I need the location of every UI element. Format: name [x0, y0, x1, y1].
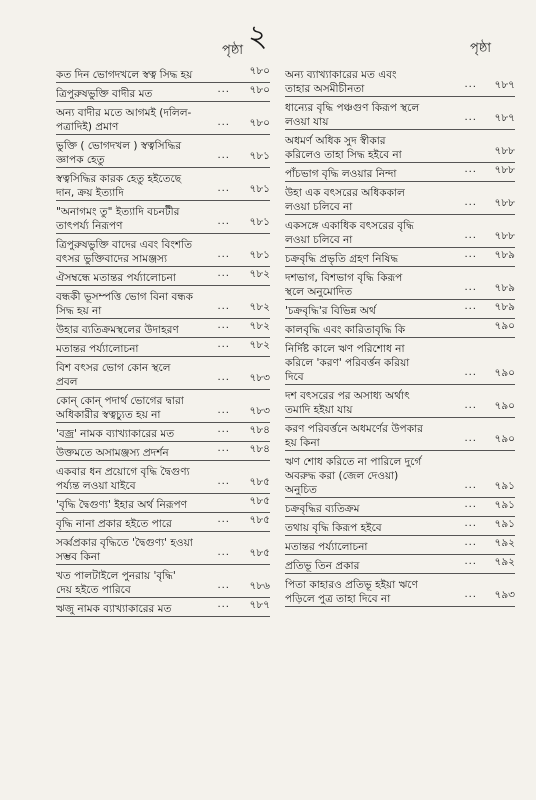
- toc-entry-text: [285, 451, 515, 497]
- toc-entry-line: করণ পরিবর্ত্তনে অধমর্ণের উপকার: [285, 423, 423, 435]
- toc-entry-text: [285, 97, 515, 129]
- toc-entry: [56, 565, 270, 598]
- toc-entry-text: [56, 319, 270, 337]
- toc-page-number: ৭৮৪: [249, 424, 270, 436]
- toc-entry-line: মতান্তর পর্য্যালোচনা: [56, 343, 139, 355]
- toc-page-number: ৭৮৯: [494, 301, 515, 313]
- toc-entry: [285, 574, 515, 607]
- toc-entry-line: ত্রিপুরুষভুক্তি বাদীর মত: [56, 88, 153, 100]
- leader-dots: ...: [464, 301, 477, 312]
- toc-page-number: ৭৮০: [249, 117, 270, 129]
- toc-entry-text: [56, 83, 270, 101]
- toc-entry: [285, 64, 515, 97]
- toc-left-column: [56, 64, 270, 617]
- toc-page-number: ৭৮১: [249, 183, 270, 195]
- toc-page-number: ৭৮১: [249, 216, 270, 228]
- toc-entry-line: প্রতিভূ তিন প্রকার: [285, 560, 360, 572]
- toc-entry-line: উহা এক বৎসরের অধিককাল: [285, 187, 405, 199]
- leader-dots: ...: [464, 230, 477, 241]
- toc-page-number: ৭৯০: [494, 400, 515, 412]
- toc-page-number: ৭৯২: [494, 556, 515, 568]
- toc-entry-line: তাহার অসমীচীনতা: [285, 83, 365, 95]
- toc-entry-line: খত পালটাইলে পুনরায় 'বৃদ্ধি': [56, 570, 176, 582]
- toc-page-number: ৭৯০: [494, 433, 515, 445]
- leader-dots: ...: [217, 249, 230, 260]
- toc-entry-line: লওয়া চলিবে না: [285, 234, 353, 246]
- toc-entry: [56, 168, 270, 201]
- toc-page-number: ৭৮৮: [494, 197, 515, 209]
- toc-entry-line: পত্রাদিই) প্রমাণ: [56, 121, 119, 133]
- leader-dots: ...: [217, 84, 230, 95]
- leader-dots: ...: [464, 433, 477, 444]
- leader-dots: ...: [217, 339, 230, 350]
- toc-entry-line: করিলে 'করণ' পরিবর্ত্তন করিয়া: [285, 357, 410, 369]
- toc-entry-line: অন্য বাদীর মতে আগমই (দলিল-: [56, 107, 192, 119]
- leader-dots: ...: [217, 405, 230, 416]
- toc-entry-text: [56, 390, 270, 422]
- toc-entry-text: [285, 418, 515, 450]
- toc-entry-text: [56, 461, 270, 493]
- toc-page-number: ৭৯০: [494, 320, 515, 332]
- toc-page-number: ৭৮২: [249, 339, 270, 351]
- toc-entry-line: দশভাগ, বিশভাগ বৃদ্ধি কিরূপ: [285, 272, 403, 284]
- toc-page-number: ৭৮১: [249, 249, 270, 261]
- toc-entry-text: [285, 163, 515, 181]
- leader-dots: ...: [217, 599, 230, 610]
- toc-entry: [56, 598, 270, 617]
- toc-entry-text: [285, 248, 515, 266]
- toc-entry-text: [285, 130, 515, 162]
- toc-entry-line: সর্ব্বপ্রকার বৃদ্ধিতে 'দ্বৈগুণ্য' হওয়া: [56, 537, 193, 549]
- toc-entry-line: জ্ঞাপক হেতু: [56, 154, 105, 166]
- toc-entry-line: তাৎপর্য্য নিরূপণ: [56, 220, 123, 232]
- leader-dots: ...: [464, 518, 477, 529]
- toc-entry: [56, 494, 270, 513]
- toc-entry-text: [285, 267, 515, 299]
- toc-entry-line: কোন্ কোন্ পদার্থ ভোগের দ্বারা: [56, 395, 184, 407]
- toc-entry-text: [56, 442, 270, 460]
- toc-page-number: ৭৮৯: [494, 282, 515, 294]
- toc-entry: [285, 338, 515, 385]
- toc-page-number: ৭৯০: [494, 367, 515, 379]
- leader-dots: ...: [217, 476, 230, 487]
- toc-entry: [285, 215, 515, 248]
- toc-entry-line: তথায় বৃদ্ধি কিরূপ হইবে: [285, 522, 382, 534]
- toc-entry-text: [56, 494, 270, 512]
- toc-page-number: ৭৮২: [249, 301, 270, 313]
- toc-page-number: ৭৯২: [494, 537, 515, 549]
- toc-entry-text: [285, 182, 515, 214]
- toc-entry: [285, 451, 515, 498]
- toc-page-number: ৭৮৫: [249, 495, 270, 507]
- leader-dots: ...: [217, 372, 230, 383]
- toc-page-number: ৭৮৮: [494, 145, 515, 157]
- toc-entry-line: কত দিন ভোগদখলে স্বত্ব সিদ্ধ হয়: [56, 69, 193, 81]
- toc-entry-line: অধিকারীর স্বত্বচ্যুত হয় না: [56, 409, 161, 421]
- toc-entry-text: [56, 357, 270, 389]
- toc-entry-text: [285, 319, 515, 337]
- toc-entry-line: লওয়া চলিবে না: [285, 201, 353, 213]
- toc-entry-text: [56, 135, 270, 167]
- toc-entry-text: [285, 64, 515, 96]
- toc-entry-line: হয় কিনা: [285, 437, 320, 449]
- toc-entry: [56, 461, 270, 494]
- toc-entry-line: লওয়া যায়: [285, 116, 329, 128]
- toc-entry-text: [56, 267, 270, 285]
- toc-entry: [56, 532, 270, 565]
- toc-entry-line: দেয় হইতে পারিবে: [56, 584, 131, 596]
- toc-entry-line: কালবৃদ্ধি এবং কারিতাবৃদ্ধি কি: [285, 324, 406, 336]
- leader-dots: ...: [217, 580, 230, 591]
- toc-page-number: ৭৮৬: [249, 580, 270, 592]
- leader-dots: ...: [464, 367, 477, 378]
- toc-entry: [285, 385, 515, 418]
- toc-entry: [285, 163, 515, 182]
- toc-entry-line: ঋণ শোধ করিতে না পারিলে দুর্গে: [285, 456, 422, 468]
- toc-page-number: ৭৮০: [249, 65, 270, 77]
- toc-page-number: ৭৮৫: [249, 476, 270, 488]
- toc-entry: [56, 267, 270, 286]
- toc-entry-line: দশ বৎসরের পর অসাধ্য অর্থাৎ: [285, 390, 410, 402]
- toc-entry: [285, 319, 515, 338]
- toc-entry: [285, 498, 515, 517]
- toc-page-number: ৭৮০: [249, 84, 270, 96]
- toc-page-number: ৭৮২: [249, 268, 270, 280]
- toc-page-number: ৭৮৩: [249, 372, 270, 384]
- toc-entry-text: [56, 565, 270, 597]
- toc-entry-text: [285, 385, 515, 417]
- leader-dots: ...: [464, 249, 477, 260]
- toc-entry: [56, 234, 270, 267]
- toc-entry: [285, 418, 515, 451]
- toc-page-number: ৭৮৮: [494, 230, 515, 242]
- toc-entry: [285, 248, 515, 267]
- toc-entry-text: [285, 498, 515, 516]
- toc-entry-line: করিলেও তাহা সিদ্ধ হইবে না: [285, 149, 402, 161]
- toc-page-number: ৭৮৪: [249, 443, 270, 455]
- toc-entry: [56, 83, 270, 102]
- toc-entry-text: [56, 598, 270, 616]
- leader-dots: ...: [217, 268, 230, 279]
- leader-dots: ...: [217, 443, 230, 454]
- toc-entry-text: [285, 555, 515, 573]
- leader-dots: ...: [464, 282, 477, 293]
- leader-dots: ...: [464, 112, 477, 123]
- toc-entry-line: বৎসর ভুক্তিবাদের সামঞ্জস্য: [56, 253, 168, 265]
- toc-entry-text: [56, 423, 270, 441]
- toc-entry-line: পর্য্যন্ত লওয়া যাইবে: [56, 480, 136, 492]
- toc-entry-line: চক্রবৃদ্ধি প্রভৃতি গ্রহণ নিষিদ্ধ: [285, 253, 399, 265]
- toc-entry-line: 'বজ্র' নামক ব্যাখ্যাকারের মত: [56, 428, 175, 440]
- toc-entry: [56, 64, 270, 83]
- toc-entry: [285, 300, 515, 319]
- toc-entry-line: বিশ বৎসর ভোগ কোন স্থলে: [56, 362, 171, 374]
- leader-dots: ...: [464, 537, 477, 548]
- toc-entry-line: মতান্তর পর্য্যালোচনা: [285, 541, 368, 553]
- toc-entry-text: [56, 102, 270, 134]
- toc-entry-line: পিতা কাহারও প্রতিভূ হইয়া ঋণে: [285, 579, 418, 591]
- toc-entry-text: [285, 536, 515, 554]
- toc-entry: [285, 130, 515, 163]
- toc-entry-line: ধান্যের বৃদ্ধি পঞ্চগুণ কিরূপ স্থলে: [285, 102, 420, 114]
- toc-entry-line: একবার ধন প্রয়োগে বৃদ্ধি দ্বৈগুণ্য: [56, 466, 190, 478]
- toc-entry-line: নির্দিষ্ট কালে ঋণ পরিশোধ না: [285, 343, 405, 355]
- toc-right-column: [285, 64, 515, 607]
- toc-entry-line: অধমর্ণ অধিক সুদ স্বীকার: [285, 135, 386, 147]
- toc-entry: [56, 423, 270, 442]
- toc-entry: [56, 338, 270, 357]
- leader-dots: ...: [464, 79, 477, 90]
- toc-page-number: ৭৯১: [494, 480, 515, 492]
- toc-page-number: ৭৮৮: [494, 164, 515, 176]
- toc-entry-line: বৃদ্ধি নানা প্রকার হইতে পারে: [56, 518, 172, 530]
- toc-page-number: ৭৮৭: [494, 112, 515, 124]
- toc-entry-text: [56, 513, 270, 531]
- toc-entry-line: পাঁচভাগ বৃদ্ধি লওয়ার নিন্দা: [285, 168, 397, 180]
- toc-page-number: ৭৮২: [249, 320, 270, 332]
- toc-entry-text: [56, 168, 270, 200]
- toc-entry-line: অন্য ব্যাখ্যাকারের মত এবং: [285, 69, 397, 81]
- toc-entry-text: [285, 338, 515, 384]
- toc-entry-text: [285, 300, 515, 318]
- toc-entry: [285, 555, 515, 574]
- page-column-label-left: পৃষ্ঠা: [222, 43, 244, 58]
- toc-entry-line: উক্তমতে অসামঞ্জস্য প্রদর্শন: [56, 447, 169, 459]
- leader-dots: ...: [217, 301, 230, 312]
- toc-entry-line: চক্রবৃদ্ধির ব্যতিক্রম: [285, 503, 360, 515]
- toc-entry-line: উহার ব্যতিক্রমস্থলের উদাহরণ: [56, 324, 179, 336]
- toc-entry: [56, 319, 270, 338]
- toc-entry: [56, 135, 270, 168]
- toc-entry-line: তমাদি হইয়া যায়: [285, 404, 353, 416]
- toc-page-number: ৭৮৭: [249, 599, 270, 611]
- leader-dots: ...: [217, 150, 230, 161]
- toc-entry-text: [285, 215, 515, 247]
- toc-entry-line: ঐসম্বন্ধে মতান্তর পর্য্যালোচনা: [56, 272, 176, 284]
- toc-entry-text: [285, 574, 515, 606]
- leader-dots: ...: [217, 216, 230, 227]
- toc-entry-line: সিদ্ধ হয় না: [56, 305, 102, 317]
- toc-entry-text: [56, 286, 270, 318]
- leader-dots: ...: [464, 164, 477, 175]
- leader-dots: ...: [217, 320, 230, 331]
- toc-entry-line: "অনাগমং তু" ইত্যাদি বচনটীর: [56, 206, 180, 218]
- leader-dots: ...: [464, 589, 477, 600]
- toc-entry: [56, 357, 270, 390]
- page-header: [0, 0, 536, 62]
- toc-entry-line: ভুক্তি ( ভোগদখল ) স্বত্বসিদ্ধির: [56, 140, 182, 152]
- toc-entry-text: [285, 517, 515, 535]
- toc-entry-line: একসঙ্গে একাধিক বৎসরের বৃদ্ধি: [285, 220, 414, 232]
- leader-dots: ...: [464, 556, 477, 567]
- toc-page-number: ৭৮৯: [494, 249, 515, 261]
- toc-entry-line: অনুচিত: [285, 484, 317, 496]
- leader-dots: ...: [217, 117, 230, 128]
- toc-entry-line: দান, ক্রয় ইত্যাদি: [56, 187, 124, 199]
- toc-entry: [285, 97, 515, 130]
- page-number: ২: [248, 19, 268, 54]
- toc-entry-text: [56, 338, 270, 356]
- toc-entry: [285, 267, 515, 300]
- leader-dots: ...: [217, 547, 230, 558]
- toc-entry-line: বন্ধকী ভূসম্পত্তি ভোগ বিনা বন্ধক: [56, 291, 193, 303]
- leader-dots: ...: [217, 424, 230, 435]
- toc-entry-line: প্রবল: [56, 376, 78, 388]
- toc-entry-line: অবরুদ্ধ করা (জেল দেওয়া): [285, 470, 399, 482]
- toc-entry-text: [56, 234, 270, 266]
- toc-entry-line: স্থলে অনুমোদিত: [285, 286, 353, 298]
- leader-dots: ...: [217, 514, 230, 525]
- toc-entry-text: [56, 532, 270, 564]
- toc-entry-line: ত্রিপুরুষভুক্তি বাদের এবং বিংশতি: [56, 239, 192, 251]
- toc-entry: [56, 513, 270, 532]
- toc-entry: [56, 102, 270, 135]
- toc-entry: [285, 182, 515, 215]
- toc-entry: [285, 536, 515, 555]
- toc-page-number: ৭৮৩: [249, 405, 270, 417]
- toc-entry-line: ঋজু নামক ব্যাখ্যাকারের মত: [56, 603, 172, 615]
- toc-entry: [56, 442, 270, 461]
- toc-page-number: ৭৮১: [249, 150, 270, 162]
- toc-entry-line: সম্ভব কিনা: [56, 551, 101, 563]
- leader-dots: ...: [217, 183, 230, 194]
- page-column-label-right: পৃষ্ঠা: [470, 41, 492, 56]
- toc-page-number: ৭৯৩: [494, 589, 515, 601]
- toc-entry-text: [56, 64, 270, 82]
- toc-entry: [56, 390, 270, 423]
- toc-entry-line: 'চক্রবৃদ্ধি'র বিভিন্ন অর্থ: [285, 305, 376, 317]
- toc-page-number: ৭৮৫: [249, 514, 270, 526]
- toc-entry-line: দিবে: [285, 371, 304, 383]
- toc-entry-line: পড়িলে পুত্র তাহা দিবে না: [285, 593, 391, 605]
- toc-entry: [285, 517, 515, 536]
- toc-entry: [56, 201, 270, 234]
- leader-dots: ...: [464, 197, 477, 208]
- toc-entry-text: [56, 201, 270, 233]
- toc-entry: [56, 286, 270, 319]
- toc-page-number: ৭৯১: [494, 499, 515, 511]
- toc-entry-line: স্বত্বসিদ্ধির কারক হেতু হইতেছে: [56, 173, 182, 185]
- leader-dots: ...: [464, 480, 477, 491]
- toc-entry-line: 'বৃদ্ধি দ্বৈগুণ্য' ইহার অর্থ নিরূপণ: [56, 499, 187, 511]
- toc-page-number: ৭৮৭: [494, 79, 515, 91]
- leader-dots: ...: [464, 400, 477, 411]
- leader-dots: ...: [464, 499, 477, 510]
- toc-page-number: ৭৮৫: [249, 547, 270, 559]
- toc-page-number: ৭৯১: [494, 518, 515, 530]
